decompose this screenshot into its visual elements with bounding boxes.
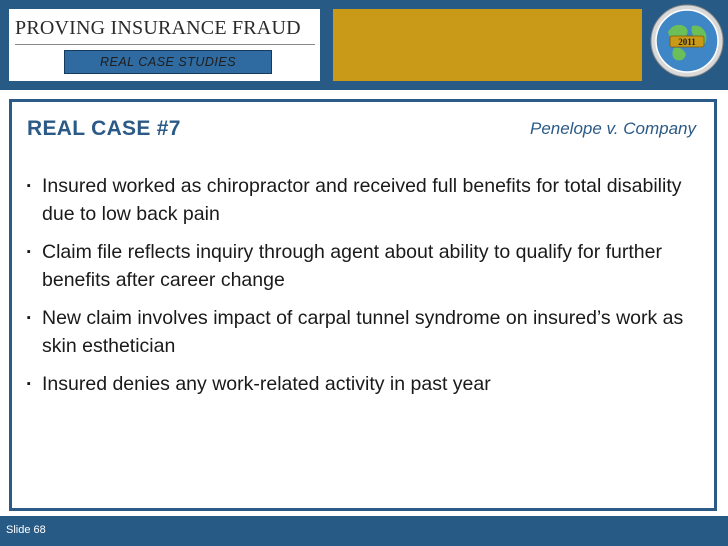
footer-bar: [0, 516, 728, 546]
content-panel: [9, 99, 717, 511]
section-subtitle: REAL CASE STUDIES: [99, 55, 237, 69]
title-box: [9, 9, 320, 81]
slide-number: Slide 68: [6, 524, 46, 536]
bullet-text: New claim involves impact of carpal tunnel syndrome on insured’s work as skin esthetician: [42, 307, 684, 357]
bullet-text: Insured worked as chiropractor and received full benefits for total disability due to low back pain: [42, 175, 682, 225]
presentation-title: PROVING INSURANCE FRAUD: [15, 17, 301, 39]
logo-year: 2011: [678, 37, 696, 47]
bullet-list: [18, 172, 708, 408]
gold-accent-panel: [333, 9, 642, 81]
bullet-icon: ·: [26, 241, 33, 263]
bullet-icon: ·: [26, 373, 33, 395]
list-item: [18, 370, 708, 398]
bullet-text: Claim file reflects inquiry through agent about ability to qualify for further benefits after career change: [42, 241, 662, 291]
title-divider: [15, 44, 315, 45]
case-title: REAL CASE #7: [27, 117, 181, 140]
case-name: Penelope v. Company: [529, 119, 696, 138]
list-item: [18, 172, 708, 228]
globe-seal-icon: [650, 4, 724, 78]
bullet-icon: ·: [26, 175, 33, 197]
bullet-text: Insured denies any work-related activity in past year: [42, 373, 491, 395]
header-bar: [0, 0, 728, 90]
bullet-icon: ·: [26, 307, 33, 329]
subtitle-banner: [64, 50, 272, 74]
list-item: [18, 304, 708, 360]
list-item: [18, 238, 708, 294]
